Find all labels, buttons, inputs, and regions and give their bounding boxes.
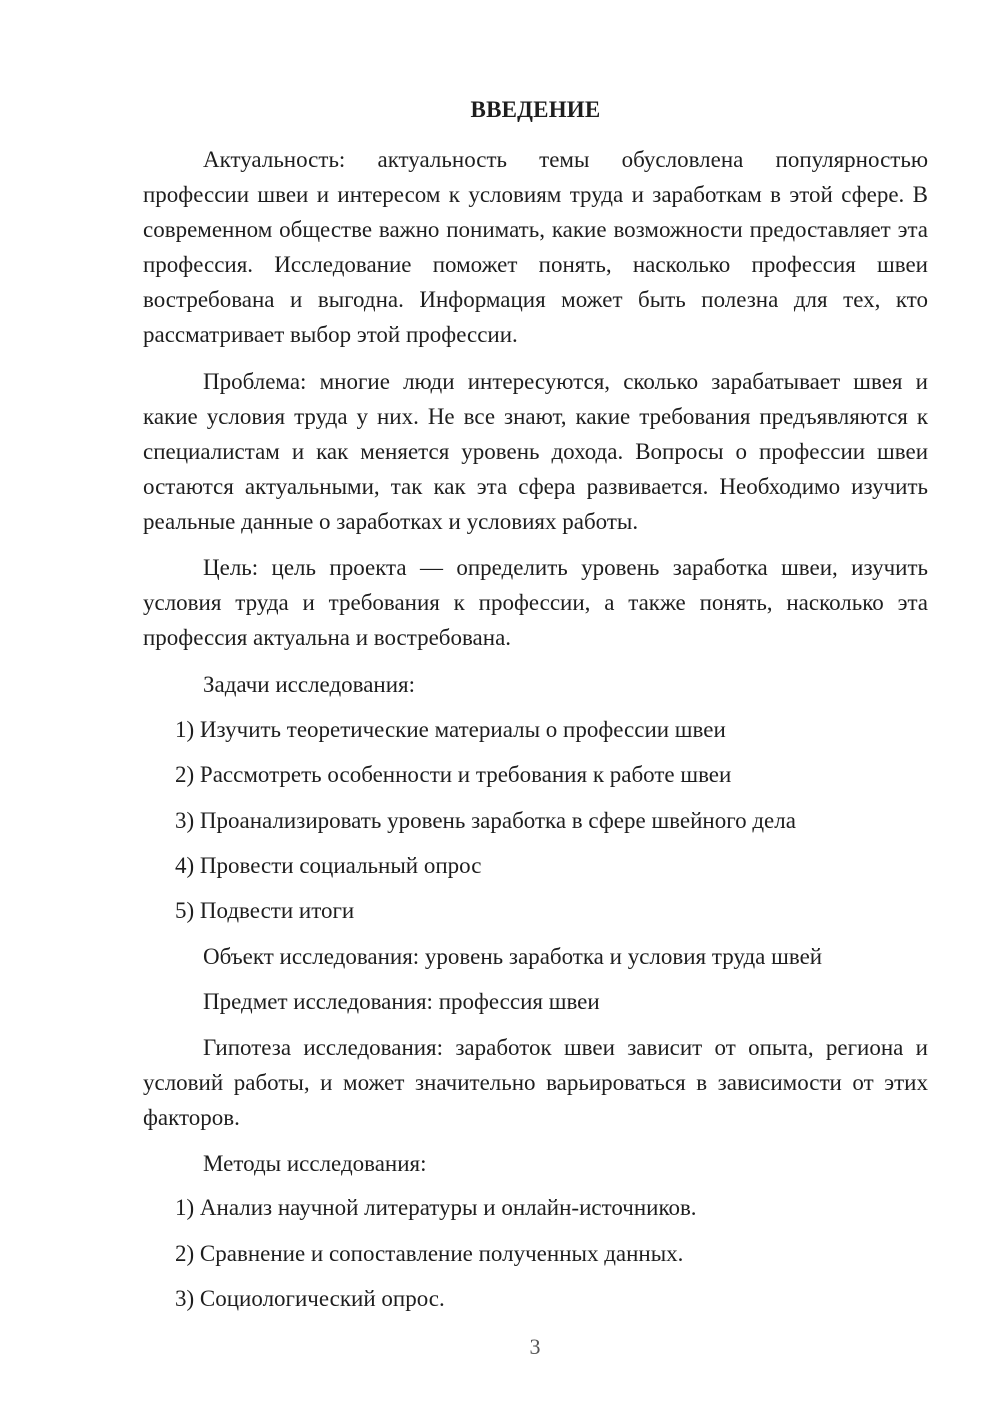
- hypothesis-paragraph: Гипотеза исследования: заработок швеи зависит от опыта, региона и условий работы, и может значительно варьироваться в зависимости от этих факторов.: [143, 1035, 928, 1130]
- research-object: Объект исследования: уровень заработка и условия труда швей: [203, 944, 823, 969]
- task-item: 4) Провести социальный опрос: [175, 853, 482, 878]
- task-item: 3) Проанализировать уровень заработка в сфере швейного дела: [175, 808, 796, 833]
- method-item: 2) Сравнение и сопоставление полученных данных.: [175, 1241, 684, 1266]
- tasks-heading: Задачи исследования:: [203, 672, 416, 697]
- methods-heading: Методы исследования:: [203, 1151, 427, 1176]
- relevance-paragraph: Актуальность: актуальность темы обусловлена популярностью профессии швеи и интересом к условиям труда и заработкам в этой сфере. В современном обществе важно понимать, какие возможности предоставляет эта профессия. Исследование поможет понять, насколько профессия швеи востребована и выгодна. Информация может быть полезна для тех, кто рассматривает выбор этой профессии.: [143, 147, 928, 347]
- research-subject: Предмет исследования: профессия швеи: [203, 989, 600, 1014]
- task-item: 5) Подвести итоги: [175, 898, 355, 923]
- section-title: ВВЕДЕНИЕ: [470, 97, 601, 122]
- page-number: 3: [529, 1334, 541, 1359]
- task-item: 2) Рассмотреть особенности и требования к работе швеи: [175, 762, 732, 787]
- method-item: 1) Анализ научной литературы и онлайн-источников.: [175, 1195, 697, 1220]
- goal-paragraph: Цель: цель проекта — определить уровень заработка швеи, изучить условия труда и требования к профессии, а также понять, насколько эта профессия актуальна и востребована.: [143, 555, 928, 650]
- method-item: 3) Социологический опрос.: [175, 1286, 445, 1311]
- task-item: 1) Изучить теоретические материалы о профессии швеи: [175, 717, 726, 742]
- problem-paragraph: Проблема: многие люди интересуются, сколько зарабатывает швея и какие условия труда у них. Не все знают, какие требования предъявляются к специалистам и как меняется уровень дохода. Вопросы о профессии швеи остаются актуальными, так как эта сфера развивается. Необходимо изучить реальные данные о заработках и условиях работы.: [143, 369, 928, 534]
